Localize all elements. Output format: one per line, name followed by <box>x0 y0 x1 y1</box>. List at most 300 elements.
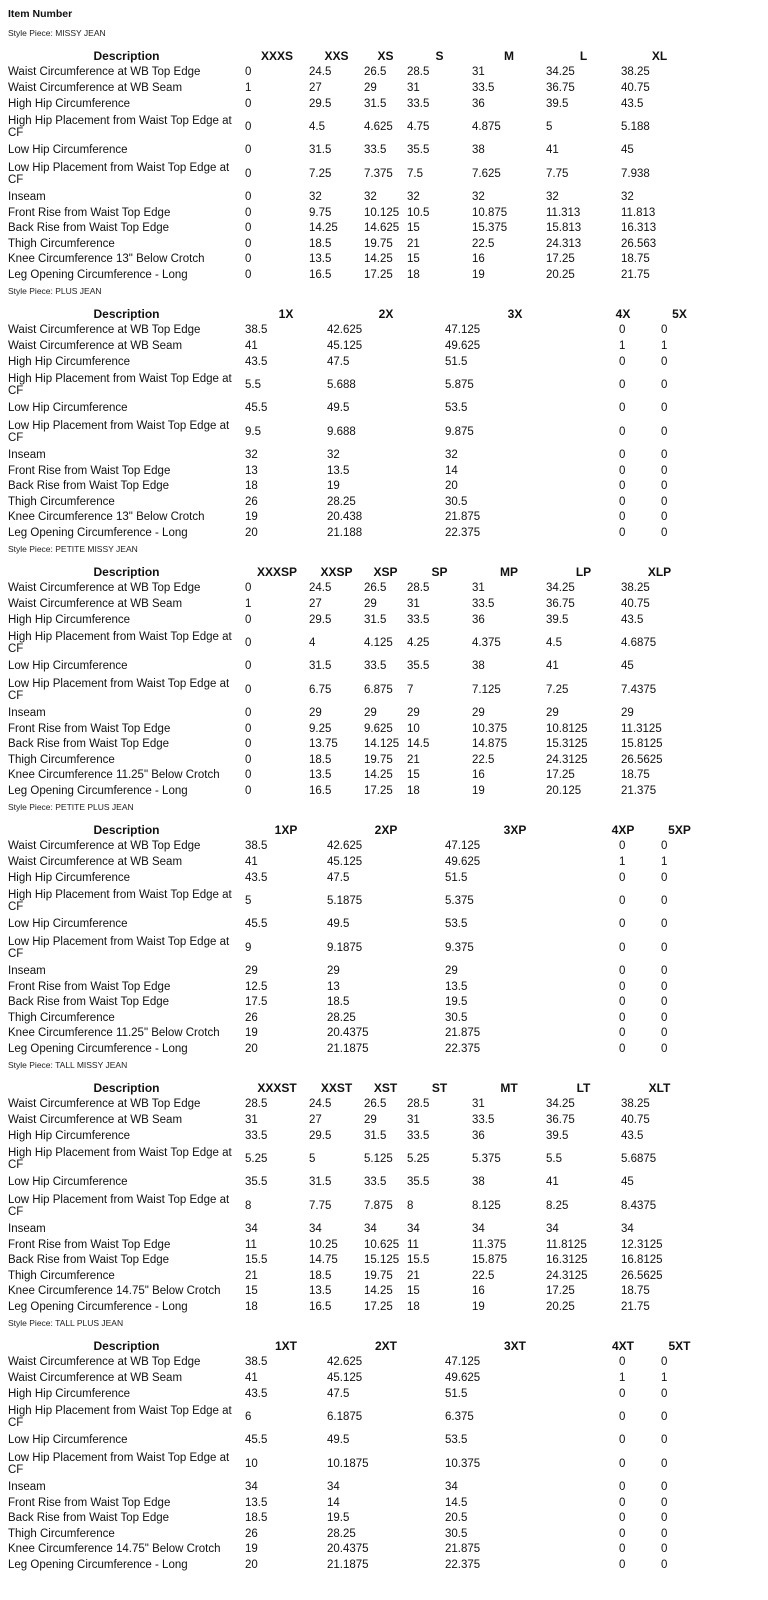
measurement-description: Thigh Circumference <box>8 1011 115 1024</box>
measurement-value: 21 <box>407 753 420 766</box>
measurement-value: 8.125 <box>472 1200 501 1213</box>
measurement-value: 26 <box>245 495 258 508</box>
measurement-value: 21.375 <box>621 785 657 798</box>
measurement-description: High Hip Placement from Waist Top Edge at CF <box>8 889 232 914</box>
measurement-value: 0 <box>245 222 252 235</box>
measurement-value: 20.25 <box>546 269 575 282</box>
table-row <box>8 1042 698 1058</box>
measurement-value: 0 <box>245 269 252 282</box>
measurement-value: 4.5 <box>309 121 325 134</box>
measurement-value: 29 <box>364 81 377 94</box>
style-piece-label: Style Piece: PLUS JEAN <box>8 286 102 296</box>
measurement-value: 16.5 <box>309 269 332 282</box>
table-row <box>8 706 698 722</box>
table-row <box>8 1284 698 1300</box>
measurement-value: 34.25 <box>546 1098 575 1111</box>
size-spec-table <box>8 306 698 541</box>
measurement-value: 10.625 <box>364 1238 400 1251</box>
measurement-value: 0 <box>661 942 668 955</box>
table-row <box>8 784 698 800</box>
measurement-value: 20.4375 <box>327 1027 369 1040</box>
measurement-value: 0 <box>619 895 626 908</box>
table-row <box>8 96 698 112</box>
measurement-description: High Hip Circumference <box>8 1387 131 1400</box>
size-column-header: 5X <box>672 307 687 321</box>
size-column-header: XSP <box>373 565 398 579</box>
measurement-value: 8.25 <box>546 1200 569 1213</box>
table-row <box>8 612 698 628</box>
size-column-header: MP <box>500 565 518 579</box>
table-row <box>8 870 698 886</box>
measurement-description: High Hip Placement from Waist Top Edge at CF <box>8 115 232 140</box>
measurement-value: 21.188 <box>327 527 363 540</box>
measurement-value: 30.5 <box>445 1011 468 1024</box>
measurement-value: 0 <box>619 495 626 508</box>
measurement-value: 18 <box>407 269 420 282</box>
measurement-value: 49.5 <box>327 1434 350 1447</box>
measurement-value: 0 <box>245 753 252 766</box>
measurement-value: 7 <box>407 684 414 697</box>
measurement-value: 10 <box>245 1458 258 1471</box>
measurement-value: 40.75 <box>621 597 650 610</box>
measurement-value: 0 <box>245 613 252 626</box>
measurement-value: 0 <box>619 1543 626 1556</box>
measurement-value: 7.375 <box>364 168 393 181</box>
measurement-description: Back Rise from Waist Top Edge <box>8 738 170 751</box>
table-row <box>8 143 698 159</box>
measurement-value: 13.5 <box>309 769 332 782</box>
table-row <box>8 737 698 753</box>
measurement-value: 32 <box>472 190 485 203</box>
measurement-value: 9.875 <box>445 426 474 439</box>
measurement-description: Leg Opening Circumference - Long <box>8 1559 188 1572</box>
measurement-description: Waist Circumference at WB Seam <box>8 1371 183 1384</box>
style-piece-label: Style Piece: MISSY JEAN <box>8 28 106 38</box>
measurement-value: 18 <box>245 1301 258 1314</box>
measurement-description: Thigh Circumference <box>8 495 115 508</box>
measurement-value: 29 <box>364 706 377 719</box>
measurement-value: 4 <box>309 637 316 650</box>
table-row <box>8 1113 698 1129</box>
measurement-value: 9 <box>245 942 252 955</box>
measurement-value: 1 <box>619 1371 626 1384</box>
size-column-header: 4X <box>615 307 631 321</box>
measurement-value: 8.4375 <box>621 1200 657 1213</box>
measurement-value: 16 <box>472 1285 485 1298</box>
measurement-value: 8 <box>407 1200 414 1213</box>
measurement-value: 13.5 <box>327 464 350 477</box>
measurement-description: Low Hip Placement from Waist Top Edge at CF <box>8 420 230 445</box>
measurement-value: 0 <box>619 1356 626 1369</box>
size-column-header: XXSP <box>320 565 353 579</box>
measurement-value: 0 <box>619 1011 626 1024</box>
table-row <box>8 510 698 526</box>
measurement-value: 5.5 <box>546 1153 562 1166</box>
measurement-value: 22.5 <box>472 1269 495 1282</box>
measurement-description: High Hip Circumference <box>8 1129 131 1142</box>
measurement-value: 7.938 <box>621 168 650 181</box>
size-column-header: 3XT <box>503 1339 526 1353</box>
measurement-value: 7.75 <box>309 1200 332 1213</box>
measurement-description: Leg Opening Circumference - Long <box>8 527 188 540</box>
measurement-value: 32 <box>309 190 322 203</box>
size-column-header: 2XP <box>374 823 398 837</box>
measurement-value: 17.25 <box>546 253 575 266</box>
measurement-value: 15 <box>407 222 420 235</box>
measurement-value: 32 <box>245 448 258 461</box>
measurement-value: 4.75 <box>407 121 430 134</box>
table-row <box>8 417 698 448</box>
measurement-value: 0 <box>661 1458 668 1471</box>
measurement-value: 40.75 <box>621 81 650 94</box>
measurement-value: 18 <box>245 480 258 493</box>
measurement-value: 0 <box>661 964 668 977</box>
table-row <box>8 964 698 980</box>
measurement-value: 4.375 <box>472 637 501 650</box>
measurement-value: 0 <box>661 355 668 368</box>
measurement-value: 0 <box>661 448 668 461</box>
table-row <box>8 1480 698 1496</box>
measurement-value: 19 <box>327 480 340 493</box>
table-header-row <box>8 822 698 839</box>
measurement-description: Front Rise from Waist Top Edge <box>8 722 171 735</box>
table-row <box>8 1144 698 1175</box>
measurement-value: 31.5 <box>309 660 332 673</box>
measurement-description: Back Rise from Waist Top Edge <box>8 1512 170 1525</box>
measurement-value: 34.25 <box>546 582 575 595</box>
measurement-description: Waist Circumference at WB Top Edge <box>8 582 201 595</box>
measurement-value: 18.75 <box>621 1285 650 1298</box>
measurement-value: 28.25 <box>327 495 356 508</box>
table-row <box>8 494 698 510</box>
table-row <box>8 855 698 871</box>
size-column-header: 3X <box>507 307 523 321</box>
measurement-value: 20 <box>245 527 258 540</box>
measurement-value: 7.25 <box>309 168 332 181</box>
measurement-value: 26.5625 <box>621 753 663 766</box>
measurement-value: 14.25 <box>309 222 338 235</box>
measurement-value: 0 <box>245 684 252 697</box>
measurement-value: 0 <box>661 464 668 477</box>
measurement-value: 43.5 <box>621 97 644 110</box>
measurement-value: 13 <box>245 464 258 477</box>
size-column-header: XLP <box>647 565 672 579</box>
table-row <box>8 1237 698 1253</box>
measurement-value: 0 <box>245 190 252 203</box>
measurement-value: 0 <box>619 511 626 524</box>
measurement-value: 0 <box>619 324 626 337</box>
measurement-value: 38.25 <box>621 582 650 595</box>
measurement-value: 26.5 <box>364 1098 387 1111</box>
measurement-value: 17.25 <box>364 1301 393 1314</box>
measurement-value: 0 <box>245 206 252 219</box>
measurement-value: 19 <box>472 1301 485 1314</box>
measurement-value: 18 <box>407 785 420 798</box>
table-row <box>8 252 698 268</box>
measurement-value: 33.5 <box>364 660 387 673</box>
measurement-value: 0 <box>619 1434 626 1447</box>
measurement-value: 0 <box>661 511 668 524</box>
measurement-value: 16.5 <box>309 785 332 798</box>
measurement-description: Inseam <box>8 964 46 977</box>
measurement-description: Back Rise from Waist Top Edge <box>8 480 170 493</box>
measurement-value: 47.125 <box>445 840 481 853</box>
table-row <box>8 995 698 1011</box>
table-row <box>8 205 698 221</box>
measurement-value: 27 <box>309 1113 322 1126</box>
measurement-value: 19 <box>245 511 258 524</box>
measurement-value: 17.5 <box>245 996 268 1009</box>
measurement-value: 7.875 <box>364 1200 393 1213</box>
measurement-value: 7.4375 <box>621 684 657 697</box>
measurement-description: Waist Circumference at WB Top Edge <box>8 1098 201 1111</box>
measurement-value: 14.125 <box>364 738 400 751</box>
table-header-row <box>8 1080 698 1097</box>
measurement-value: 33.5 <box>364 144 387 157</box>
measurement-value: 0 <box>619 448 626 461</box>
measurement-description: Knee Circumference 14.75" Below Crotch <box>8 1543 221 1556</box>
measurement-value: 15 <box>407 1285 420 1298</box>
measurement-description: Inseam <box>8 190 46 203</box>
measurement-value: 21.1875 <box>327 1559 369 1572</box>
measurement-value: 0 <box>661 1387 668 1400</box>
measurement-value: 20.438 <box>327 511 363 524</box>
measurement-value: 1 <box>245 81 252 94</box>
table-row <box>8 1371 698 1387</box>
measurement-value: 10.8125 <box>546 722 588 735</box>
measurement-value: 33.5 <box>407 1129 430 1142</box>
measurement-value: 6 <box>245 1411 252 1424</box>
measurement-value: 5.5 <box>245 379 261 392</box>
measurement-value: 9.688 <box>327 426 356 439</box>
measurement-value: 0 <box>245 785 252 798</box>
table-header-row <box>8 48 698 65</box>
size-column-header: 1XT <box>274 1339 297 1353</box>
measurement-value: 41 <box>245 1371 258 1384</box>
measurement-value: 29 <box>445 964 458 977</box>
measurement-description: Knee Circumference 13" Below Crotch <box>8 511 205 524</box>
table-row <box>8 917 698 933</box>
measurement-value: 0 <box>619 1527 626 1540</box>
measurement-value: 31.5 <box>364 97 387 110</box>
table-row <box>8 1097 698 1113</box>
table-row <box>8 339 698 355</box>
measurement-value: 4.6875 <box>621 637 657 650</box>
measurement-value: 14.625 <box>364 222 400 235</box>
measurement-value: 5.688 <box>327 379 356 392</box>
measurement-value: 33.5 <box>472 81 495 94</box>
size-spec-table <box>8 48 698 283</box>
measurement-value: 10.1875 <box>327 1458 369 1471</box>
measurement-value: 0 <box>619 464 626 477</box>
measurement-value: 19.5 <box>327 1512 350 1525</box>
measurement-value: 4.625 <box>364 121 393 134</box>
measurement-value: 20.25 <box>546 1301 575 1314</box>
measurement-value: 0 <box>661 840 668 853</box>
measurement-description: Front Rise from Waist Top Edge <box>8 206 171 219</box>
measurement-value: 6.375 <box>445 1411 474 1424</box>
measurement-value: 0 <box>661 1434 668 1447</box>
measurement-value: 21.75 <box>621 269 650 282</box>
measurement-value: 47.5 <box>327 1387 350 1400</box>
measurement-value: 29 <box>364 597 377 610</box>
measurement-value: 26.5 <box>364 66 387 79</box>
measurement-value: 20 <box>245 1043 258 1056</box>
measurement-value: 0 <box>661 895 668 908</box>
measurement-value: 33.5 <box>407 97 430 110</box>
size-spec-table <box>8 1338 698 1573</box>
measurement-value: 28.5 <box>407 1098 430 1111</box>
table-row <box>8 1268 698 1284</box>
measurement-value: 12.5 <box>245 980 268 993</box>
measurement-value: 24.5 <box>309 582 332 595</box>
measurement-value: 47.5 <box>327 355 350 368</box>
measurement-value: 28.25 <box>327 1527 356 1540</box>
measurement-value: 34 <box>245 1222 258 1235</box>
measurement-value: 29 <box>327 964 340 977</box>
measurement-value: 31 <box>472 66 485 79</box>
measurement-value: 49.625 <box>445 1371 481 1384</box>
measurement-value: 14.5 <box>407 738 430 751</box>
table-row <box>8 159 698 190</box>
measurement-value: 0 <box>661 918 668 931</box>
measurement-value: 19.75 <box>364 1269 393 1282</box>
measurement-value: 1 <box>245 597 252 610</box>
measurement-value: 42.625 <box>327 840 363 853</box>
measurement-value: 41 <box>245 339 258 352</box>
measurement-value: 21.875 <box>445 1027 481 1040</box>
measurement-value: 0 <box>245 253 252 266</box>
measurement-value: 0 <box>661 379 668 392</box>
measurement-value: 0 <box>661 1480 668 1493</box>
measurement-description: Low Hip Circumference <box>8 918 128 931</box>
measurement-value: 11.3125 <box>621 722 662 735</box>
measurement-value: 16.8125 <box>621 1254 663 1267</box>
measurement-value: 0 <box>245 582 252 595</box>
description-header: Description <box>93 1339 160 1353</box>
measurement-value: 15.125 <box>364 1254 400 1267</box>
measurement-value: 9.5 <box>245 426 261 439</box>
measurement-value: 16 <box>472 253 485 266</box>
measurement-value: 0 <box>245 769 252 782</box>
measurement-value: 0 <box>619 480 626 493</box>
measurement-value: 11.8125 <box>546 1238 587 1251</box>
measurement-value: 12.3125 <box>621 1238 663 1251</box>
measurement-value: 11.375 <box>472 1238 507 1251</box>
size-column-header: XS <box>377 49 394 63</box>
measurement-value: 10 <box>407 722 420 735</box>
measurement-value: 21 <box>245 1269 258 1282</box>
measurement-value: 1 <box>619 339 626 352</box>
measurement-value: 36 <box>472 613 485 626</box>
size-column-header: LP <box>575 565 592 579</box>
measurement-value: 51.5 <box>445 1387 468 1400</box>
measurement-value: 4.5 <box>546 637 562 650</box>
measurement-value: 34 <box>472 1222 485 1235</box>
measurement-value: 14.75 <box>309 1254 338 1267</box>
measurement-value: 24.5 <box>309 66 332 79</box>
measurement-value: 33.5 <box>472 597 495 610</box>
measurement-value: 35.5 <box>407 144 430 157</box>
description-header: Description <box>93 49 160 63</box>
measurement-description: Leg Opening Circumference - Long <box>8 1043 188 1056</box>
measurement-value: 32 <box>407 190 420 203</box>
measurement-value: 45.5 <box>245 402 268 415</box>
measurement-value: 15.5 <box>245 1254 268 1267</box>
measurement-value: 26.563 <box>621 237 657 250</box>
table-row <box>8 236 698 252</box>
size-column-header: 5XT <box>668 1339 691 1353</box>
measurement-value: 7.75 <box>546 168 569 181</box>
measurement-value: 30.5 <box>445 495 468 508</box>
table-row <box>8 1511 698 1527</box>
measurement-value: 0 <box>661 871 668 884</box>
item-number-label: Item Number <box>8 8 73 20</box>
table-row <box>8 1222 698 1238</box>
measurement-value: 18.75 <box>621 769 650 782</box>
measurement-value: 31 <box>245 1113 258 1126</box>
measurement-value: 34 <box>364 1222 377 1235</box>
measurement-value: 13 <box>327 980 340 993</box>
measurement-value: 0 <box>619 1387 626 1400</box>
measurement-value: 34 <box>309 1222 322 1235</box>
measurement-value: 6.875 <box>364 684 393 697</box>
measurement-value: 0 <box>245 121 252 134</box>
measurement-value: 18.5 <box>309 1269 332 1282</box>
measurement-value: 32 <box>445 448 458 461</box>
measurement-value: 5.188 <box>621 121 650 134</box>
measurement-value: 14 <box>445 464 458 477</box>
table-row <box>8 1191 698 1222</box>
measurement-description: Back Rise from Waist Top Edge <box>8 996 170 1009</box>
measurement-value: 16.3125 <box>546 1254 588 1267</box>
table-row <box>8 268 698 284</box>
measurement-value: 29 <box>245 964 258 977</box>
measurement-description: Thigh Circumference <box>8 1269 115 1282</box>
measurement-description: Low Hip Circumference <box>8 402 128 415</box>
measurement-description: Waist Circumference at WB Top Edge <box>8 840 201 853</box>
measurement-value: 0 <box>661 402 668 415</box>
size-column-header: 3XP <box>503 823 527 837</box>
measurement-description: Low Hip Placement from Waist Top Edge at CF <box>8 936 230 961</box>
measurement-value: 1 <box>619 855 626 868</box>
table-row <box>8 354 698 370</box>
measurement-value: 5.875 <box>445 379 474 392</box>
measurement-value: 22.5 <box>472 753 495 766</box>
table-header-row <box>8 306 698 323</box>
table-row <box>8 1300 698 1316</box>
measurement-value: 34 <box>445 1480 458 1493</box>
table-row <box>8 597 698 613</box>
measurement-value: 7.125 <box>472 684 501 697</box>
measurement-value: 43.5 <box>621 1129 644 1142</box>
measurement-value: 34 <box>327 1480 340 1493</box>
measurement-value: 20 <box>445 480 458 493</box>
measurement-description: Low Hip Circumference <box>8 1176 128 1189</box>
measurement-value: 15.375 <box>472 222 508 235</box>
measurement-description: High Hip Placement from Waist Top Edge at CF <box>8 1147 232 1172</box>
measurement-description: High Hip Placement from Waist Top Edge at CF <box>8 631 232 656</box>
measurement-value: 45.125 <box>327 855 363 868</box>
measurement-description: High Hip Placement from Waist Top Edge at CF <box>8 1405 232 1430</box>
measurement-description: Low Hip Placement from Waist Top Edge at CF <box>8 678 230 703</box>
measurement-description: Low Hip Circumference <box>8 1434 128 1447</box>
measurement-value: 31 <box>472 582 485 595</box>
measurement-value: 0 <box>661 1496 668 1509</box>
size-column-header: SP <box>431 565 448 579</box>
measurement-value: 16.313 <box>621 222 657 235</box>
measurement-value: 39.5 <box>546 1129 569 1142</box>
